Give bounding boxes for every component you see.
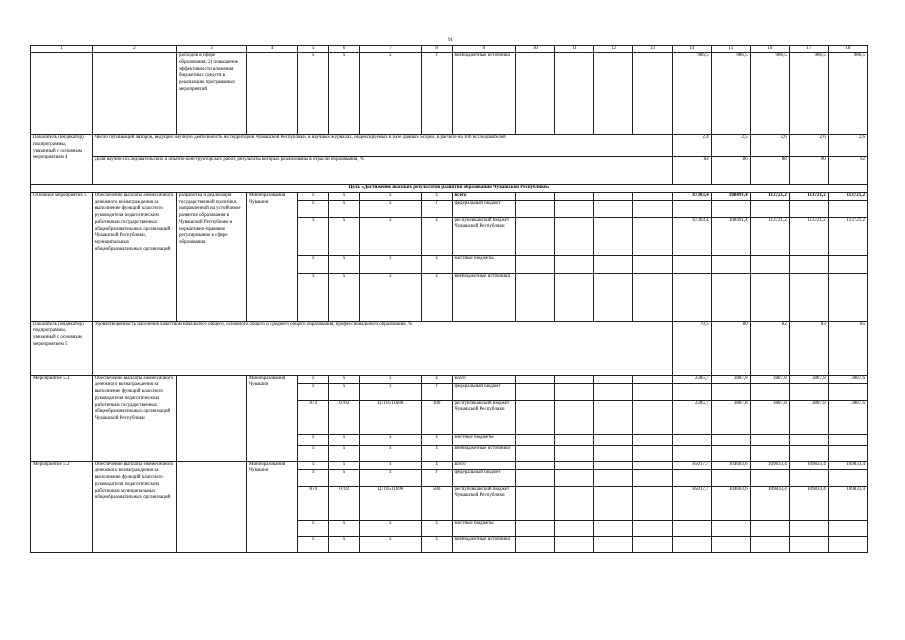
section-code: х xyxy=(329,273,360,321)
empty-year-cell xyxy=(633,536,672,552)
funding-source: всего xyxy=(452,461,516,469)
empty-year-cell xyxy=(516,461,555,469)
funding-source: федеральный бюджет xyxy=(452,200,516,217)
section-code: х xyxy=(329,445,360,461)
empty-year-cell xyxy=(594,445,633,461)
column-number-15: 15 xyxy=(711,46,750,53)
amount-cell: 108491,4 xyxy=(711,217,750,255)
section-code: 0702 xyxy=(329,486,360,520)
amount-cell xyxy=(672,273,711,321)
empty-year-cell xyxy=(555,520,594,536)
section-code: х xyxy=(329,375,360,383)
amount-cell xyxy=(672,383,711,400)
section-code: х xyxy=(329,434,360,445)
amount-cell xyxy=(789,200,828,217)
section-code: х xyxy=(329,255,360,273)
target-article: х xyxy=(360,273,422,321)
amount-cell: 113721,2 xyxy=(828,217,867,255)
expense-type: х xyxy=(421,461,452,469)
section-code: х xyxy=(329,469,360,486)
amount-cell xyxy=(711,255,750,273)
expense-type: х xyxy=(421,273,452,321)
funding-source: республиканский бюджет Чувашской Республики xyxy=(452,400,516,434)
grbs-code: х xyxy=(298,469,329,486)
indicator-text: Число публикаций авторов, ведущих научную деятельность на территории Чувашской Республики, в научных журналах, индексируемых в базе данных Scopus, в расчете на 100 исследователей xyxy=(92,135,672,157)
expense-type: х xyxy=(421,445,452,461)
indicator-value: 79,5 xyxy=(672,321,711,375)
amount-cell: 113721,2 xyxy=(789,217,828,255)
empty-year-cell xyxy=(594,400,633,434)
amount-cell: 109833,4 xyxy=(828,486,867,520)
indicator-row xyxy=(31,135,868,157)
funding-source: всего xyxy=(452,375,516,383)
grbs-code: х xyxy=(298,200,329,217)
code-cell: х xyxy=(329,53,360,135)
expense-type: г xyxy=(421,383,452,400)
amount-cell xyxy=(672,445,711,461)
funding-source: федеральный бюджет xyxy=(452,383,516,400)
empty-year-cell xyxy=(516,486,555,520)
grbs-code: х xyxy=(298,375,329,383)
indicator-value: 2,6 xyxy=(750,135,789,157)
section-code: х xyxy=(329,536,360,552)
amount-cell xyxy=(828,273,867,321)
empty-year-cell xyxy=(633,434,672,445)
empty-year-cell xyxy=(555,200,594,217)
amount-cell xyxy=(750,383,789,400)
empty-year-cell xyxy=(633,200,672,217)
amount-cell xyxy=(711,469,750,486)
empty-year-cell xyxy=(555,445,594,461)
code-cell: х xyxy=(360,53,422,135)
target-article: х xyxy=(360,536,422,552)
grbs-code: х xyxy=(298,434,329,445)
amount-cell: 113721,2 xyxy=(789,192,828,200)
continuation-row xyxy=(31,53,868,135)
target-article: х xyxy=(360,255,422,273)
grbs-code: х xyxy=(298,273,329,321)
funding-source: внебюджетные источники xyxy=(452,536,516,552)
empty-year-cell xyxy=(594,192,633,200)
expense-type: г xyxy=(421,469,452,486)
amount-cell xyxy=(828,520,867,536)
expense-type: х xyxy=(421,217,452,255)
amount-cell xyxy=(711,200,750,217)
column-number-11: 11 xyxy=(555,46,594,53)
empty-year-cell xyxy=(633,400,672,434)
indicator-value: 2,6 xyxy=(828,135,867,157)
empty-year-cell xyxy=(594,375,633,383)
amount-cell: 3887,8 xyxy=(750,400,789,434)
empty-year-cell xyxy=(555,273,594,321)
empty-year-cell xyxy=(594,434,633,445)
measure-description: Обеспечение выплаты ежемесячного денежного вознаграждения за выполнение функций классного руководителя педагогическим работникам государственных общеобразовательных организаций Чувашской Республики xyxy=(92,375,176,461)
expense-type: х xyxy=(421,255,452,273)
empty-year-cell xyxy=(594,383,633,400)
grbs-code: х xyxy=(298,383,329,400)
amount-cell xyxy=(750,273,789,321)
target-article: х xyxy=(360,383,422,400)
funding-source: федеральный бюджет xyxy=(452,469,516,486)
amount-cell xyxy=(828,383,867,400)
responsible-executor: Минобразования Чувашии xyxy=(246,461,297,552)
funding-source: республиканский бюджет Чувашской Республики xyxy=(452,486,516,520)
indicator-label: Показатель (индикатор) подпрограммы, увязанный с основным мероприятием 4 xyxy=(31,135,93,185)
funding-source: внебюджетные источники xyxy=(452,445,516,461)
indicator-value: 90 xyxy=(789,157,828,185)
amount-cell xyxy=(750,200,789,217)
amount-cell xyxy=(828,200,867,217)
empty-year-cell xyxy=(633,375,672,383)
empty-year-cell xyxy=(516,520,555,536)
empty-year-cell xyxy=(633,520,672,536)
empty-year-cell xyxy=(633,192,672,200)
target-article: х xyxy=(360,445,422,461)
section-code: х xyxy=(329,520,360,536)
empty-year-cell xyxy=(516,255,555,273)
amount-cell: 87303,4 xyxy=(672,217,711,255)
amount-cell: 3887,8 xyxy=(750,375,789,383)
amount-cell xyxy=(789,255,828,273)
amount-cell xyxy=(789,273,828,321)
amount-cell: 986,5 xyxy=(750,53,789,135)
indicator-text: Доля научно-исследовательских и опытно-конструкторских работ, результаты которых реализованы в отрасли образования, % xyxy=(92,157,672,185)
amount-cell xyxy=(750,445,789,461)
section-code: х xyxy=(329,200,360,217)
funding-source: внебюджетные источники xyxy=(452,53,516,135)
indicator-value: 85 xyxy=(828,321,867,375)
empty-year-cell xyxy=(633,217,672,255)
indicator-value: 83 xyxy=(789,321,828,375)
amount-cell: 113721,2 xyxy=(828,192,867,200)
amount-cell xyxy=(750,520,789,536)
empty-year-cell xyxy=(516,217,555,255)
indicator-value: 86 xyxy=(711,157,750,185)
amount-cell: 113721,2 xyxy=(750,192,789,200)
amount-cell: 85017,7 xyxy=(672,486,711,520)
measure-goal xyxy=(177,461,247,552)
section-code: х xyxy=(329,192,360,200)
amount-cell xyxy=(828,434,867,445)
target-article: Ц710511680 xyxy=(360,400,422,434)
measure-goal: расходов в сфере образования; 2) повышение эффективности вложения бюджетных средств в реализацию программных мероприятий xyxy=(177,53,247,135)
target-article: х xyxy=(360,461,422,469)
empty-year-cell xyxy=(555,434,594,445)
indicator-value: 2,5 xyxy=(711,135,750,157)
amount-cell: 104603,6 xyxy=(711,486,750,520)
grbs-code: х xyxy=(298,255,329,273)
empty-year-cell xyxy=(633,445,672,461)
amount-cell xyxy=(672,255,711,273)
measure-goal xyxy=(177,375,247,461)
grbs-code: 874 xyxy=(298,486,329,520)
column-number-14: 14 xyxy=(672,46,711,53)
amount-cell: 986,5 xyxy=(711,53,750,135)
amount-cell: 109833,4 xyxy=(750,461,789,469)
empty-year-cell xyxy=(594,461,633,469)
target-article: х xyxy=(360,520,422,536)
grbs-code: х xyxy=(298,520,329,536)
amount-cell: 2285,7 xyxy=(672,400,711,434)
indicator-value: 2,6 xyxy=(789,135,828,157)
empty-year-cell xyxy=(555,461,594,469)
amount-cell: 3887,8 xyxy=(789,375,828,383)
grbs-code: х xyxy=(298,217,329,255)
empty-year-cell xyxy=(555,217,594,255)
grbs-code: 874 xyxy=(298,400,329,434)
column-number-7: 7 xyxy=(360,46,422,53)
empty-year-cell xyxy=(555,486,594,520)
finance-row xyxy=(31,375,868,383)
indicator-row xyxy=(31,321,868,375)
empty-year-cell xyxy=(594,255,633,273)
indicator-text: Удовлетворенность населения качеством начального общего, основного общего и среднего общего образования, профессионального образования, % xyxy=(92,321,672,375)
amount-cell: 3887,6 xyxy=(828,375,867,383)
empty-year-cell xyxy=(594,469,633,486)
column-number-1: 1 xyxy=(31,46,93,53)
responsible-executor: Минобразования Чувашии xyxy=(246,375,297,461)
empty-year-cell xyxy=(516,192,555,200)
amount-cell: 2285,7 xyxy=(672,375,711,383)
amount-cell xyxy=(711,434,750,445)
empty-year-cell xyxy=(633,255,672,273)
amount-cell xyxy=(711,536,750,552)
amount-cell xyxy=(750,255,789,273)
measure-goal: разработка и реализация государственной политики, направленной на устойчивое развитие образования в Чувашской Республике и нормативно-правовое регулирование в сфере образования xyxy=(177,192,247,321)
grbs-code: х xyxy=(298,536,329,552)
indicator-value: 80 xyxy=(711,321,750,375)
grbs-code: х xyxy=(298,445,329,461)
amount-cell xyxy=(789,445,828,461)
expense-type: х xyxy=(421,520,452,536)
page-number: 91 xyxy=(448,38,453,43)
section-code: х xyxy=(329,461,360,469)
empty-year-cell xyxy=(516,200,555,217)
funding-source: местные бюджеты xyxy=(452,255,516,273)
amount-cell xyxy=(750,469,789,486)
empty-year-cell xyxy=(633,461,672,469)
amount-cell xyxy=(828,536,867,552)
column-number-4: 4 xyxy=(246,46,297,53)
amount-cell: 113721,2 xyxy=(750,217,789,255)
empty-year-cell xyxy=(555,255,594,273)
amount-cell: 109833,4 xyxy=(789,486,828,520)
empty-cell xyxy=(92,53,176,135)
indicator-value: 82 xyxy=(750,321,789,375)
amount-cell xyxy=(789,383,828,400)
target-article: Ц710511690 xyxy=(360,486,422,520)
empty-year-cell xyxy=(516,53,555,135)
empty-year-cell xyxy=(516,273,555,321)
empty-year-cell xyxy=(555,536,594,552)
empty-year-cell xyxy=(555,375,594,383)
empty-year-cell xyxy=(633,486,672,520)
indicator-value: 88 xyxy=(750,157,789,185)
empty-year-cell xyxy=(594,520,633,536)
target-article: х xyxy=(360,434,422,445)
responsible-executor: Минобразования Чувашии xyxy=(246,192,297,321)
empty-year-cell xyxy=(516,445,555,461)
expense-type: 100 xyxy=(421,400,452,434)
column-number-6: 6 xyxy=(329,46,360,53)
empty-year-cell xyxy=(555,469,594,486)
amount-cell: 108491,4 xyxy=(711,192,750,200)
amount-cell: 3887,8 xyxy=(711,400,750,434)
column-number-3: 3 xyxy=(177,46,247,53)
empty-year-cell xyxy=(516,536,555,552)
program-table xyxy=(30,45,868,553)
measure-title: Мероприятие 5.1 xyxy=(31,375,93,461)
amount-cell xyxy=(789,536,828,552)
amount-cell xyxy=(750,434,789,445)
column-number-2: 2 xyxy=(92,46,176,53)
funding-source: всего xyxy=(452,192,516,200)
column-number-13: 13 xyxy=(633,46,672,53)
amount-cell xyxy=(672,536,711,552)
amount-cell: 109833,4 xyxy=(828,461,867,469)
empty-year-cell xyxy=(594,486,633,520)
indicator-value: 92 xyxy=(828,157,867,185)
grbs-code: х xyxy=(298,461,329,469)
amount-cell xyxy=(828,445,867,461)
column-number-9: 9 xyxy=(452,46,516,53)
empty-year-cell xyxy=(516,469,555,486)
amount-cell: 85017,7 xyxy=(672,461,711,469)
section-code: х xyxy=(329,217,360,255)
amount-cell xyxy=(828,255,867,273)
funding-source: местные бюджеты xyxy=(452,434,516,445)
amount-cell xyxy=(711,273,750,321)
expense-type: 500 xyxy=(421,486,452,520)
amount-cell: 986,5 xyxy=(789,53,828,135)
measure-title: Основное мероприятие 5 xyxy=(31,192,93,321)
empty-year-cell xyxy=(555,53,594,135)
indicator-row xyxy=(31,157,868,185)
section-code: х xyxy=(329,383,360,400)
expense-type: х xyxy=(421,375,452,383)
measure-title: Мероприятие 5.2 xyxy=(31,461,93,552)
column-number-18: 18 xyxy=(828,46,867,53)
finance-row xyxy=(31,192,868,200)
empty-year-cell xyxy=(594,536,633,552)
target-article: х xyxy=(360,469,422,486)
empty-year-cell xyxy=(516,434,555,445)
amount-cell: 109833,4 xyxy=(750,486,789,520)
empty-year-cell xyxy=(633,469,672,486)
amount-cell xyxy=(789,469,828,486)
amount-cell: 3887,6 xyxy=(828,400,867,434)
empty-year-cell xyxy=(516,383,555,400)
target-article: х xyxy=(360,192,422,200)
amount-cell xyxy=(672,469,711,486)
expense-type: х xyxy=(421,536,452,552)
empty-year-cell xyxy=(555,400,594,434)
empty-year-cell xyxy=(633,273,672,321)
funding-source: республиканский бюджет Чувашской Республики xyxy=(452,217,516,255)
finance-row xyxy=(31,461,868,469)
amount-cell xyxy=(711,383,750,400)
amount-cell xyxy=(711,520,750,536)
amount-cell: 986,5 xyxy=(828,53,867,135)
amount-cell: 3887,8 xyxy=(711,375,750,383)
empty-year-cell xyxy=(594,273,633,321)
empty-year-cell xyxy=(555,192,594,200)
amount-cell xyxy=(789,434,828,445)
amount-cell: 986,5 xyxy=(672,53,711,135)
empty-cell xyxy=(246,53,297,135)
amount-cell xyxy=(672,520,711,536)
indicator-label: Показатель (индикатор) подпрограммы, увязанный с основным мероприятием 5 xyxy=(31,321,93,375)
empty-year-cell xyxy=(633,383,672,400)
table-body xyxy=(31,46,868,553)
empty-year-cell xyxy=(555,383,594,400)
goal-heading: Цель «Достижение высоких результатов развития образования Чувашской Республики» xyxy=(31,185,868,193)
target-article: х xyxy=(360,200,422,217)
code-cell: х xyxy=(298,53,329,135)
amount-cell: 109833,4 xyxy=(789,461,828,469)
empty-year-cell xyxy=(633,53,672,135)
grbs-code: х xyxy=(298,192,329,200)
column-number-8: 8 xyxy=(421,46,452,53)
expense-type: г xyxy=(421,200,452,217)
empty-year-cell xyxy=(594,53,633,135)
column-number-row xyxy=(31,46,868,53)
code-cell: г xyxy=(421,53,452,135)
amount-cell: 3887,8 xyxy=(789,400,828,434)
expense-type: х xyxy=(421,192,452,200)
section-code: 0702 xyxy=(329,400,360,434)
column-number-10: 10 xyxy=(516,46,555,53)
column-number-16: 16 xyxy=(750,46,789,53)
indicator-value: 2,4 xyxy=(672,135,711,157)
empty-year-cell xyxy=(516,375,555,383)
amount-cell xyxy=(711,445,750,461)
empty-year-cell xyxy=(594,200,633,217)
measure-description: Обеспечение выплаты ежемесячного денежного вознаграждения за выполнение функций классного руководителя педагогическим работникам муниципальных общеобразовательных организаций xyxy=(92,461,176,552)
target-article: х xyxy=(360,375,422,383)
amount-cell xyxy=(789,520,828,536)
target-article: х xyxy=(360,217,422,255)
expense-type: х xyxy=(421,434,452,445)
indicator-value: 84 xyxy=(672,157,711,185)
amount-cell: 87303,4 xyxy=(672,192,711,200)
amount-cell xyxy=(750,536,789,552)
empty-year-cell xyxy=(594,217,633,255)
amount-cell xyxy=(672,200,711,217)
measure-description: Обеспечение выплаты ежемесячного денежного вознаграждения за выполнение функций классного руководителя педагогическим работникам государственных общеобразовательных организаций Чувашской Республики, муниципальных общеобразовательных организаций xyxy=(92,192,176,321)
funding-source: внебюджетные источники xyxy=(452,273,516,321)
column-number-12: 12 xyxy=(594,46,633,53)
amount-cell xyxy=(828,469,867,486)
empty-cell xyxy=(31,53,93,135)
amount-cell: 104603,6 xyxy=(711,461,750,469)
empty-year-cell xyxy=(516,400,555,434)
column-number-17: 17 xyxy=(789,46,828,53)
column-number-5: 5 xyxy=(298,46,329,53)
funding-source: местные бюджеты xyxy=(452,520,516,536)
goal-row xyxy=(31,185,868,193)
amount-cell xyxy=(672,434,711,445)
